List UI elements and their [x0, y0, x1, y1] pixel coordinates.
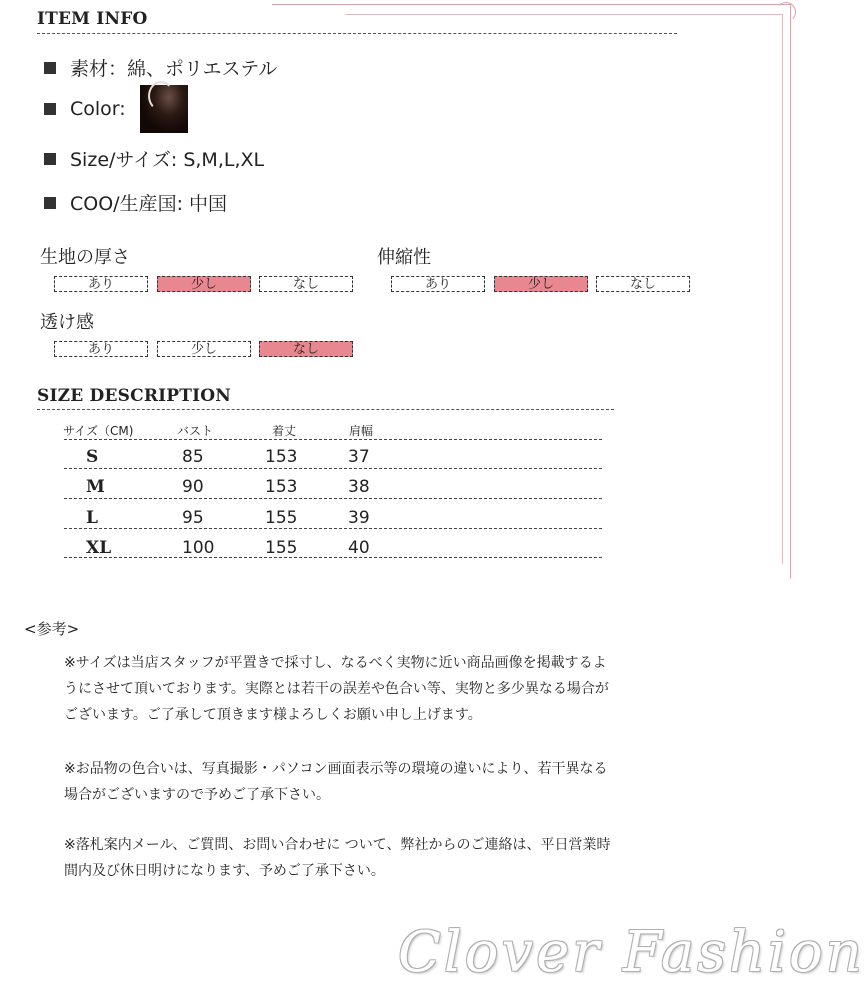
table-row-size: S	[86, 447, 99, 467]
table-row-shoulder: 39	[348, 508, 370, 528]
thickness-option-little: 少し	[157, 276, 251, 292]
header-bust: バスト	[177, 424, 214, 438]
square-bullet-icon	[44, 62, 56, 74]
table-divider	[64, 557, 602, 558]
table-row-size: M	[86, 477, 105, 497]
thickness-label: 生地の厚さ	[40, 247, 130, 268]
info-row-origin	[44, 189, 227, 216]
table-row-size: XL	[86, 538, 112, 558]
size-description-title: SIZE DESCRIPTION	[37, 386, 232, 406]
item-info-divider	[37, 33, 677, 34]
frame-line-right	[790, 4, 791, 579]
info-row-material	[44, 54, 277, 81]
table-row-bust: 95	[182, 508, 204, 528]
note-line: うにさせて頂いております。実際とは若干の誤差や色合い等、実物と多少異なる場合が	[64, 681, 609, 697]
note-line: ※お品物の色合いは、写真撮影・パソコン画面表示等の環境の違いにより、若干異なる	[64, 761, 608, 777]
material-text: 素材：綿、ポリエステル	[70, 58, 278, 80]
note-paragraph-contact	[64, 832, 704, 884]
table-divider	[64, 498, 602, 499]
table-row-length: 155	[265, 538, 298, 558]
table-divider	[64, 528, 602, 529]
header-shoulder: 肩幅	[349, 424, 374, 438]
table-row-length: 153	[265, 447, 298, 467]
info-row-color	[44, 85, 188, 133]
info-row-size	[44, 145, 264, 172]
item-info-title: ITEM INFO	[37, 9, 148, 29]
frame-corner-ornament	[776, 2, 796, 22]
table-row-size: L	[86, 508, 98, 528]
size-description-divider	[37, 409, 614, 410]
stretch-option-no: なし	[596, 276, 690, 292]
frame-line-top-inner	[345, 14, 783, 15]
table-divider	[64, 468, 602, 469]
header-size: サイズ（CM)	[63, 424, 134, 438]
stretch-option-yes: あり	[391, 276, 485, 292]
table-row-length: 155	[265, 508, 298, 528]
color-text: Color:	[70, 98, 126, 120]
frame-line-right-inner	[782, 14, 783, 564]
sheer-label: 透け感	[40, 312, 94, 333]
note-line: ございます。ご了承して頂きます様よろしくお願い申し上げます。	[64, 707, 482, 723]
table-row-shoulder: 38	[348, 477, 370, 497]
square-bullet-icon	[44, 153, 56, 165]
brand-logo: Clover Fashion	[398, 920, 865, 985]
note-line: 間内及び休日明けになります、予めご了承下さい。	[64, 863, 385, 879]
sheer-option-little: 少し	[157, 341, 251, 357]
color-swatch-image	[140, 85, 188, 133]
thickness-option-yes: あり	[54, 276, 148, 292]
note-paragraph-size	[64, 650, 704, 728]
table-row-bust: 100	[182, 538, 215, 558]
table-row-length: 153	[265, 477, 298, 497]
reference-title: <参考>	[24, 620, 80, 638]
origin-text: COO/生産国: 中国	[70, 193, 228, 215]
note-line: ※落札案内メール、ご質問、お問い合わせに ついて、弊社からのご連絡は、平日営業時	[64, 837, 611, 853]
table-row-shoulder: 37	[348, 447, 370, 467]
sheer-option-yes: あり	[54, 341, 148, 357]
table-divider	[64, 439, 602, 440]
note-line: 場合がございますので予めご了承下さい。	[64, 787, 330, 803]
note-paragraph-color	[64, 756, 704, 808]
table-row-shoulder: 40	[348, 538, 370, 558]
header-length: 着丈	[272, 424, 297, 438]
table-row-bust: 85	[182, 447, 204, 467]
sheer-option-no: なし	[259, 341, 353, 357]
stretch-label: 伸縮性	[377, 247, 431, 268]
square-bullet-icon	[44, 197, 56, 209]
frame-line-top	[272, 4, 792, 5]
table-row-bust: 90	[182, 477, 204, 497]
note-line: ※サイズは当店スタッフが平置きで採寸し、なるべく実物に近い商品画像を掲載するよ	[64, 655, 607, 671]
size-text: Size/サイズ: S,M,L,XL	[70, 149, 265, 171]
square-bullet-icon	[44, 103, 56, 115]
thickness-option-no: なし	[259, 276, 353, 292]
stretch-option-little: 少し	[494, 276, 588, 292]
